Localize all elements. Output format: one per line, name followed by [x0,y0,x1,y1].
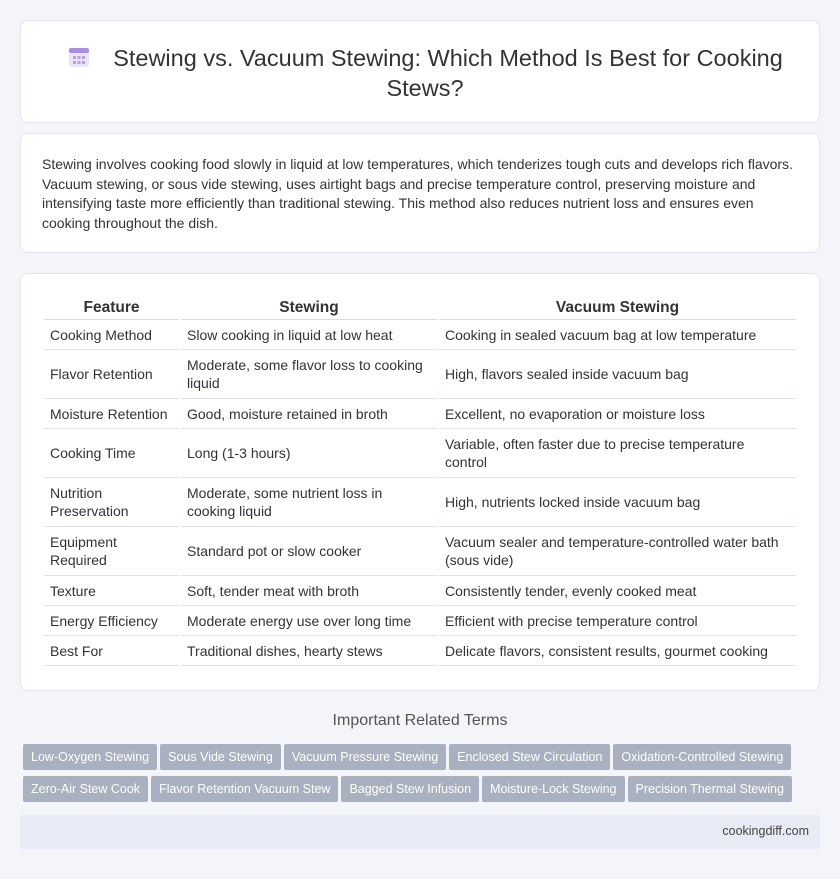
header-stewing: Stewing [181,294,437,320]
row-vacuum-stewing: High, flavors sealed inside vacuum bag [439,350,796,399]
header-feature: Feature [44,294,179,320]
row-feature: Cooking Method [44,320,179,350]
table-header-row [44,294,796,320]
row-feature: Nutrition Preservation [44,478,179,527]
tag-row [23,744,823,770]
row-vacuum-stewing: Variable, often faster due to precise temperature control [439,429,796,478]
row-stewing: Long (1-3 hours) [181,429,437,478]
row-feature: Texture [44,576,179,606]
table-row [44,576,796,606]
header-vacuum-stewing: Vacuum Stewing [439,294,796,320]
row-vacuum-stewing: Efficient with precise temperature control [439,606,796,636]
table-row [44,429,796,478]
related-terms-title: Important Related Terms [332,712,508,729]
row-vacuum-stewing: Excellent, no evaporation or moisture loss [439,399,796,429]
tag-vacuum-pressure-stewing[interactable]: Vacuum Pressure Stewing [284,744,446,770]
row-stewing: Good, moisture retained in broth [181,399,437,429]
row-stewing: Moderate, some flavor loss to cooking liquid [181,350,437,399]
tag-row [23,776,823,802]
row-feature: Best For [44,636,179,666]
table-row [44,636,796,666]
tag-low-oxygen-stewing[interactable]: Low-Oxygen Stewing [23,744,157,770]
related-tags [23,744,823,808]
comparison-card [20,273,820,691]
table-row [44,399,796,429]
tag-sous-vide-stewing[interactable]: Sous Vide Stewing [160,744,281,770]
table-row [44,478,796,527]
row-feature: Cooking Time [44,429,179,478]
tag-oxidation-controlled-stewing[interactable]: Oxidation-Controlled Stewing [613,744,791,770]
row-stewing: Moderate, some nutrient loss in cooking liquid [181,478,437,527]
calendar-icon [67,45,91,69]
title-card [20,20,820,123]
table-row [44,320,796,350]
row-feature: Equipment Required [44,527,179,576]
tag-flavor-retention-vacuum-stew[interactable]: Flavor Retention Vacuum Stew [151,776,338,802]
table-row [44,527,796,576]
page-title: Stewing vs. Vacuum Stewing: Which Method Is Best for Cooking Stews? [113,45,783,101]
row-stewing: Moderate energy use over long time [181,606,437,636]
row-stewing: Soft, tender meat with broth [181,576,437,606]
intro-paragraph: Stewing involves cooking food slowly in liquid at low temperatures, which tenderizes tough cuts and develops rich flavors. Vacuum stewing, or sous vide stewing, uses airtight bags and precise temperature control, preserving moisture and intensifying taste more efficiently than traditional stewing. This method also reduces nutrient loss and ensures even cooking throughout the dish. [42,156,793,231]
footer-site-link[interactable]: cookingdiff.com [722,824,809,838]
row-vacuum-stewing: Cooking in sealed vacuum bag at low temperature [439,320,796,350]
row-vacuum-stewing: Delicate flavors, consistent results, gourmet cooking [439,636,796,666]
table-row [44,606,796,636]
intro-card [20,133,820,253]
row-feature: Flavor Retention [44,350,179,399]
row-feature: Energy Efficiency [44,606,179,636]
page-title-wrap [61,43,789,103]
row-feature: Moisture Retention [44,399,179,429]
tag-zero-air-stew-cook[interactable]: Zero-Air Stew Cook [23,776,148,802]
row-vacuum-stewing: High, nutrients locked inside vacuum bag [439,478,796,527]
row-stewing: Traditional dishes, hearty stews [181,636,437,666]
row-vacuum-stewing: Vacuum sealer and temperature-controlled water bath (sous vide) [439,527,796,576]
comparison-table [42,294,798,666]
footer [20,815,820,849]
tag-enclosed-stew-circulation[interactable]: Enclosed Stew Circulation [449,744,610,770]
row-stewing: Standard pot or slow cooker [181,527,437,576]
row-stewing: Slow cooking in liquid at low heat [181,320,437,350]
tag-moisture-lock-stewing[interactable]: Moisture-Lock Stewing [482,776,624,802]
table-row [44,350,796,399]
tag-bagged-stew-infusion[interactable]: Bagged Stew Infusion [341,776,479,802]
row-vacuum-stewing: Consistently tender, evenly cooked meat [439,576,796,606]
tag-precision-thermal-stewing[interactable]: Precision Thermal Stewing [628,776,792,802]
